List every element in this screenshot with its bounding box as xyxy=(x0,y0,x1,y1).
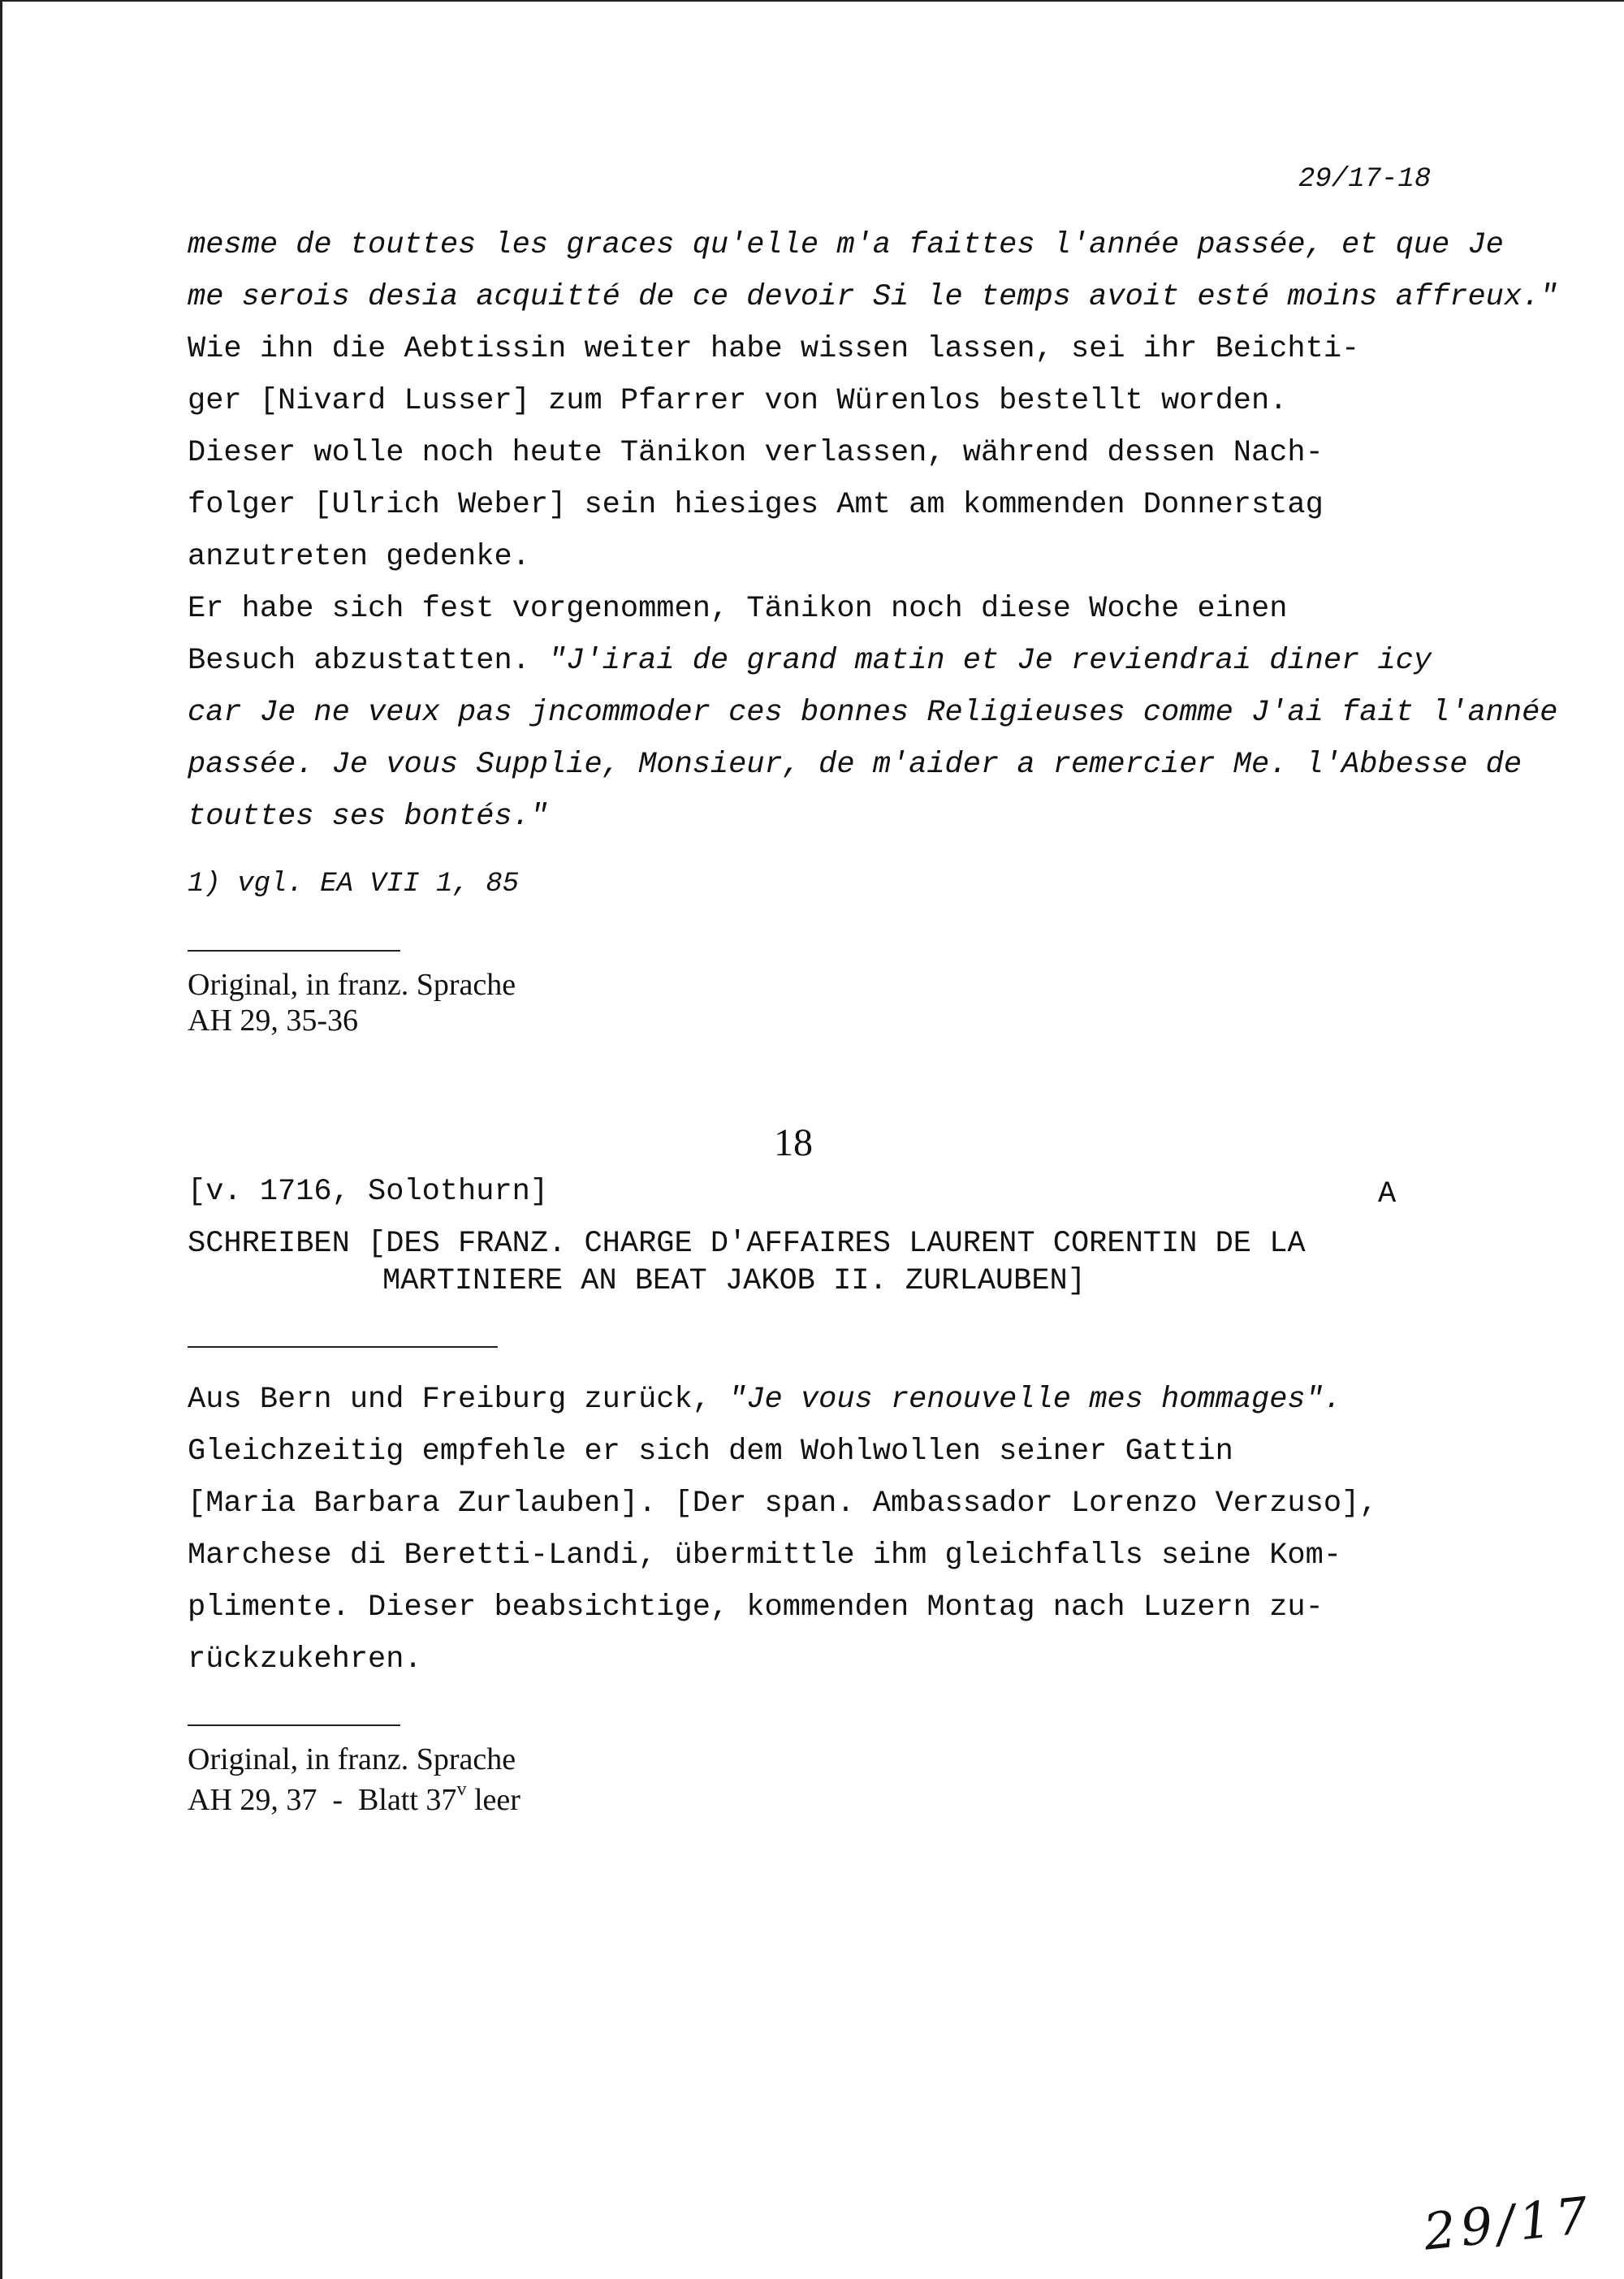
document-title: MARTINIERE AN BEAT JAKOB II. ZURLAUBEN] xyxy=(382,1264,1086,1298)
text-line: Marchese di Beretti-Landi, übermittle ihm gleichfalls seine Kom- xyxy=(188,1539,1342,1573)
text-line: [Maria Barbara Zurlauben]. [Der span. Ambassador Lorenzo Verzuso], xyxy=(188,1487,1378,1521)
text-segment: Aus Bern und Freiburg zurück, xyxy=(188,1383,710,1417)
text-line: Gleichzeitig empfehle er sich dem Wohlwollen seiner Gattin xyxy=(188,1435,1233,1469)
source-text: leer xyxy=(466,1783,520,1817)
text-line: rückzukehren. xyxy=(188,1642,422,1677)
superscript: v xyxy=(456,1779,467,1800)
source-note xyxy=(188,1780,520,1815)
text-line: folger [Ulrich Weber] sein hiesiges Amt am kommenden Donnerstag xyxy=(188,488,1324,522)
text-segment: Besuch abzustatten. xyxy=(188,644,530,678)
date-place: [v. 1716, Solothurn] xyxy=(188,1175,549,1209)
text-line: passée. Je vous Supplie, Monsieur, de m'aider a remercier Me. l'Abbesse de xyxy=(188,748,1522,782)
source-note: AH 29, 35-36 xyxy=(188,1004,359,1038)
text-line: plimente. Dieser beabsichtige, kommenden Montag nach Luzern zu- xyxy=(188,1591,1324,1625)
source-note: Original, in franz. Sprache xyxy=(188,1742,516,1776)
text-line: Wie ihn die Aebtissin weiter habe wissen lassen, sei ihr Beichti- xyxy=(188,332,1360,366)
page-reference: 29/17-18 xyxy=(1298,164,1432,195)
quote-segment: "J'irai de grand matin et Je reviendrai diner icy xyxy=(548,644,1432,678)
document-mark: A xyxy=(1378,1177,1397,1211)
document-title: SCHREIBEN [DES FRANZ. CHARGE D'AFFAIRES LAURENT CORENTIN DE LA xyxy=(188,1227,1306,1261)
text-line: me serois desia acquitté de ce devoir Si le temps avoit esté moins affreux." xyxy=(188,280,1558,314)
text-line: Dieser wolle noch heute Tänikon verlassen, während dessen Nach- xyxy=(188,436,1324,470)
text-line xyxy=(188,646,1432,676)
text-line: mesme de touttes les graces qu'elle m'a faittes l'année passée, et que Je xyxy=(188,228,1504,262)
separator-rule xyxy=(188,1724,400,1726)
text-line: anzutreten gedenke. xyxy=(188,540,530,574)
separator-rule xyxy=(188,1346,498,1348)
text-line: Er habe sich fest vorgenommen, Tänikon noch diese Woche einen xyxy=(188,592,1288,626)
text-line: ger [Nivard Lusser] zum Pfarrer von Würenlos bestellt worden. xyxy=(188,384,1288,418)
source-text: AH 29, 37 - Blatt 37 xyxy=(188,1783,457,1817)
separator-rule xyxy=(188,950,400,952)
quote-segment: "Je vous renouvelle mes hommages". xyxy=(728,1383,1342,1417)
source-note: Original, in franz. Sprache xyxy=(188,968,516,1002)
text-line: car Je ne veux pas jncommoder ces bonnes Religieuses comme J'ai fait l'année xyxy=(188,696,1558,730)
text-line xyxy=(188,1385,1341,1415)
handwritten-page-number: 29/17 xyxy=(1420,2185,1596,2262)
document-number: 18 xyxy=(774,1121,813,1164)
text-line: touttes ses bontés." xyxy=(188,800,549,834)
footnote: 1) vgl. EA VII 1, 85 xyxy=(188,869,520,900)
